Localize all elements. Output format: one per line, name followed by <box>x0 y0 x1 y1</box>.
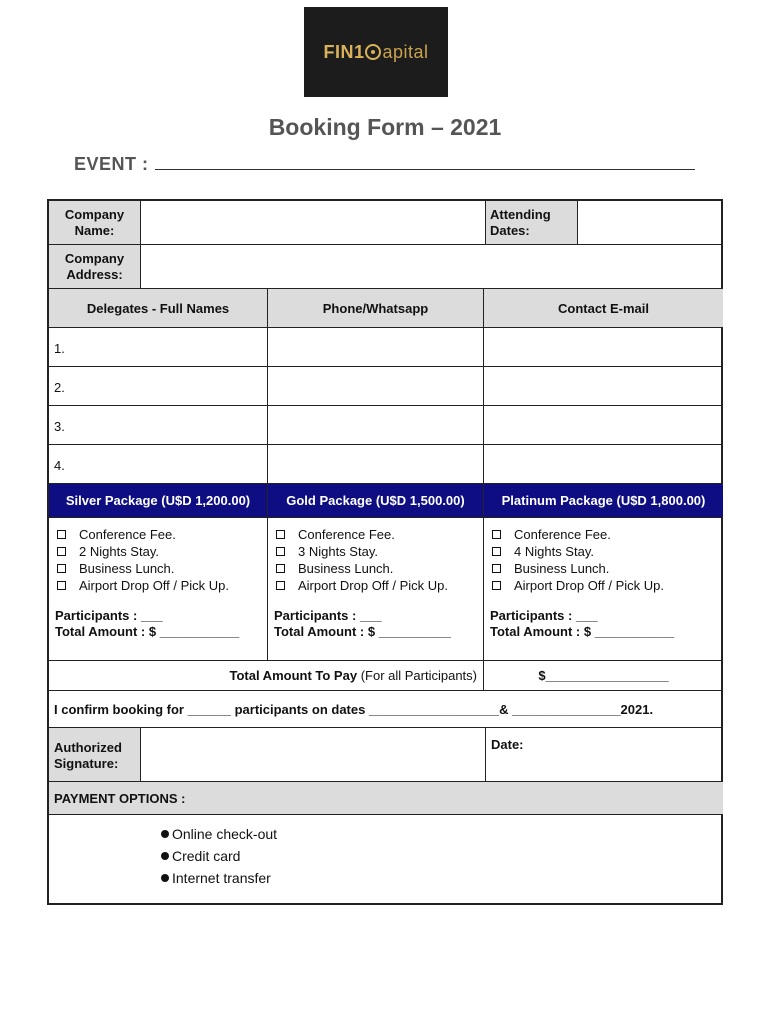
package-item[interactable]: Conference Fee. <box>274 526 477 543</box>
logo-c-icon <box>365 44 381 60</box>
payment-options-body <box>49 815 723 903</box>
platinum-participants[interactable]: Participants : ___ <box>490 608 598 623</box>
delegate-row-1-name[interactable]: 1. <box>49 328 268 367</box>
payment-options-header: PAYMENT OPTIONS : <box>49 782 723 815</box>
package-item[interactable]: Business Lunch. <box>55 560 261 577</box>
checkbox-icon[interactable] <box>492 530 501 539</box>
delegate-row-3-phone[interactable] <box>268 406 484 445</box>
authorized-signature-field[interactable] <box>141 728 486 782</box>
gold-package-header: Gold Package (U$D 1,500.00) <box>268 484 484 518</box>
event-input[interactable] <box>155 154 695 170</box>
package-item[interactable]: Airport Drop Off / Pick Up. <box>274 577 477 594</box>
delegate-row-2-phone[interactable] <box>268 367 484 406</box>
gold-total-amount[interactable]: Total Amount : $ __________ <box>274 624 452 639</box>
silver-participants[interactable]: Participants : ___ <box>55 608 163 623</box>
package-item[interactable]: 3 Nights Stay. <box>274 543 477 560</box>
delegate-row-2-name[interactable]: 2. <box>49 367 268 406</box>
package-item[interactable]: 2 Nights Stay. <box>55 543 261 560</box>
checkbox-icon[interactable] <box>276 547 285 556</box>
attending-dates-field[interactable] <box>578 201 723 245</box>
package-item[interactable]: Business Lunch. <box>490 560 717 577</box>
checkbox-icon[interactable] <box>57 581 66 590</box>
delegate-row-2-email[interactable] <box>484 367 723 406</box>
bullet-icon <box>161 874 169 882</box>
package-item[interactable]: Conference Fee. <box>490 526 717 543</box>
payment-option-credit-card[interactable]: Credit card <box>161 845 277 867</box>
page-title: Booking Form – 2021 <box>268 114 502 140</box>
checkbox-icon[interactable] <box>492 564 501 573</box>
total-pay-value[interactable]: $_________________ <box>484 661 723 691</box>
booking-form <box>47 199 723 905</box>
delegate-row-4-email[interactable] <box>484 445 723 484</box>
checkbox-icon[interactable] <box>57 547 66 556</box>
delegate-row-3-email[interactable] <box>484 406 723 445</box>
delegate-row-1-email[interactable] <box>484 328 723 367</box>
checkbox-icon[interactable] <box>276 581 285 590</box>
delegate-row-4-name[interactable]: 4. <box>49 445 268 484</box>
delegates-name-header: Delegates - Full Names <box>49 289 268 328</box>
payment-option-online[interactable]: Online check-out <box>161 823 277 845</box>
checkbox-icon[interactable] <box>57 564 66 573</box>
authorized-signature-label: Authorized Signature: <box>49 728 141 782</box>
platinum-package-body <box>484 518 723 661</box>
checkbox-icon[interactable] <box>57 530 66 539</box>
silver-total-amount[interactable]: Total Amount : $ ___________ <box>55 624 240 639</box>
package-item[interactable]: Conference Fee. <box>55 526 261 543</box>
company-name-field[interactable] <box>141 201 486 245</box>
platinum-total-amount[interactable]: Total Amount : $ ___________ <box>490 624 675 639</box>
delegates-phone-header: Phone/Whatsapp <box>268 289 484 328</box>
event-label: EVENT : <box>74 154 149 174</box>
total-pay-label: Total Amount To Pay <box>229 668 358 683</box>
package-item[interactable]: 4 Nights Stay. <box>490 543 717 560</box>
package-item[interactable]: Business Lunch. <box>274 560 477 577</box>
total-pay-label-cell <box>49 661 484 691</box>
gold-package-body <box>268 518 484 661</box>
company-logo <box>304 7 448 97</box>
delegate-row-4-phone[interactable] <box>268 445 484 484</box>
attending-dates-label: Attending Dates: <box>486 201 578 245</box>
company-address-label: Company Address: <box>49 245 141 289</box>
confirm-booking-text[interactable]: I confirm booking for ______ participants on dates __________________& _______________2021. <box>49 691 723 728</box>
platinum-package-header: Platinum Package (U$D 1,800.00) <box>484 484 723 518</box>
package-item[interactable]: Airport Drop Off / Pick Up. <box>490 577 717 594</box>
package-item[interactable]: Airport Drop Off / Pick Up. <box>55 577 261 594</box>
bullet-icon <box>161 830 169 838</box>
payment-option-internet-transfer[interactable]: Internet transfer <box>161 867 277 889</box>
delegates-email-header: Contact E-mail <box>484 289 723 328</box>
gold-participants[interactable]: Participants : ___ <box>274 608 382 623</box>
logo-text: FIN1 apital <box>323 41 429 62</box>
checkbox-icon[interactable] <box>492 581 501 590</box>
silver-package-body <box>49 518 268 661</box>
company-name-label: Company Name: <box>49 201 141 245</box>
silver-package-header: Silver Package (U$D 1,200.00) <box>49 484 268 518</box>
delegate-row-1-phone[interactable] <box>268 328 484 367</box>
checkbox-icon[interactable] <box>276 530 285 539</box>
checkbox-icon[interactable] <box>492 547 501 556</box>
event-line <box>74 154 695 175</box>
date-field[interactable]: Date: <box>486 728 723 782</box>
checkbox-icon[interactable] <box>276 564 285 573</box>
bullet-icon <box>161 852 169 860</box>
company-address-field[interactable] <box>141 245 723 289</box>
delegate-row-3-name[interactable]: 3. <box>49 406 268 445</box>
total-pay-note: (For all Participants) <box>360 668 477 683</box>
